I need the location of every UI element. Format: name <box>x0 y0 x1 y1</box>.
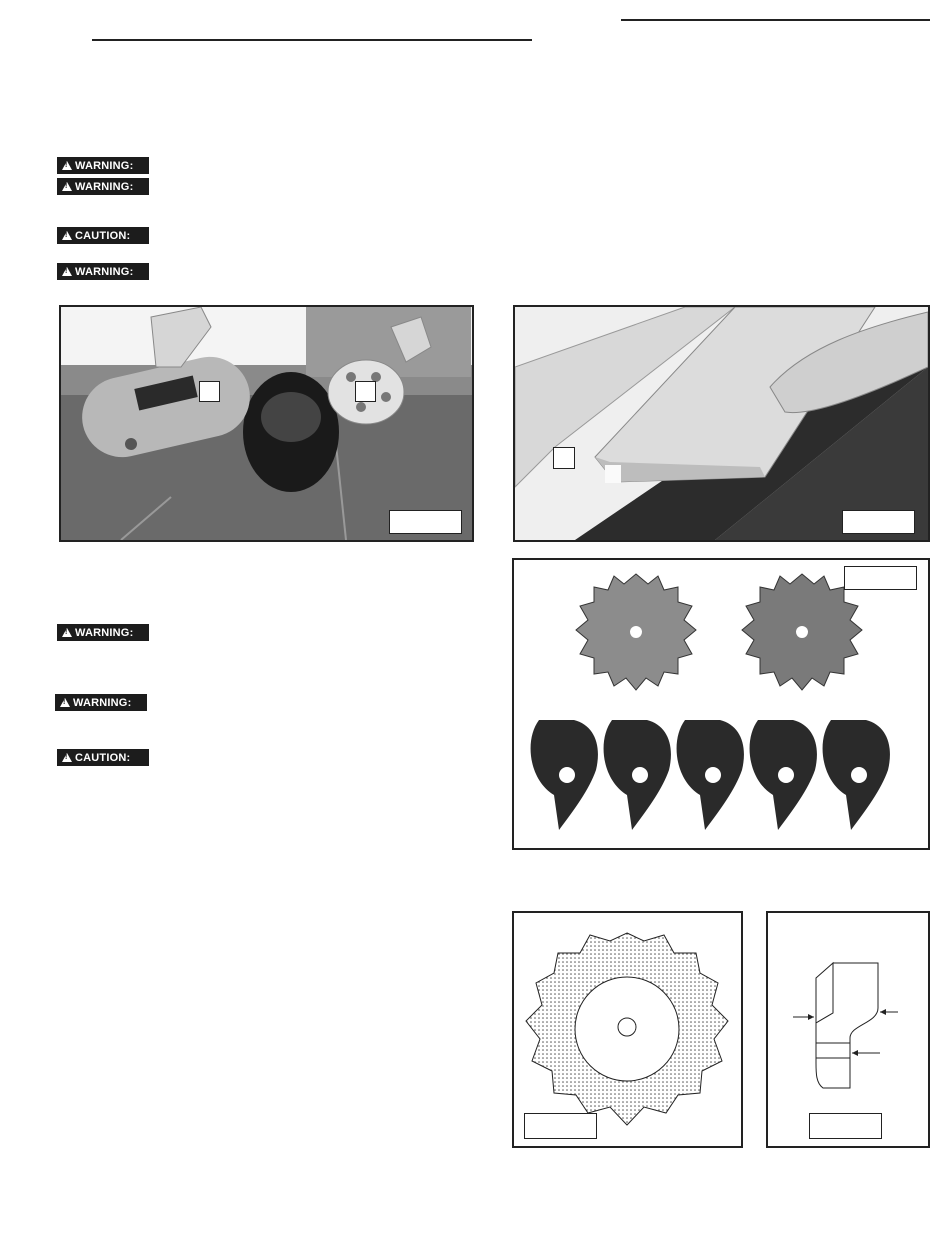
warning-badge-3: ! WARNING: <box>57 263 149 280</box>
warning-badge-5: ! WARNING: <box>55 694 147 711</box>
caution-badge-2: ! CAUTION: <box>57 749 149 766</box>
fence-photo-image <box>515 307 928 540</box>
warning-triangle-icon <box>60 698 70 707</box>
figure-fence-photo <box>513 305 930 542</box>
callout-a-box <box>553 447 575 469</box>
throat-plate-photo-image <box>61 307 472 540</box>
figure-chipper-stack <box>512 911 743 1148</box>
warning-triangle-icon <box>62 182 72 191</box>
figure-dado-set <box>512 558 930 850</box>
header-rule-right <box>621 19 930 21</box>
callout-b-box <box>355 381 376 402</box>
figure-chipper-detail <box>766 911 930 1148</box>
header-rule-left <box>92 39 532 41</box>
warning-badge-2: ! WARNING: <box>57 178 149 195</box>
figure-number-box <box>389 510 462 534</box>
figure-throat-plate-photo <box>59 305 474 542</box>
outside-blade-right <box>742 574 862 690</box>
warning-triangle-icon <box>62 628 72 637</box>
callout-a-box <box>199 381 220 402</box>
warning-badge-1: ! WARNING: <box>57 157 149 174</box>
warning-triangle-icon <box>62 161 72 170</box>
warning-badge-4: ! WARNING: <box>57 624 149 641</box>
figure-number-box <box>842 510 915 534</box>
dado-set-image <box>514 560 928 848</box>
caution-triangle-icon <box>62 753 72 762</box>
figure-number-box <box>524 1113 597 1139</box>
chipper-stack-drawing <box>514 913 741 1146</box>
outside-blade-left <box>576 574 696 690</box>
caution-badge-1: ! CAUTION: <box>57 227 149 244</box>
figure-number-box <box>809 1113 882 1139</box>
caution-triangle-icon <box>62 231 72 240</box>
figure-number-box <box>844 566 917 590</box>
chipper-detail-drawing <box>768 913 928 1146</box>
warning-triangle-icon <box>62 267 72 276</box>
